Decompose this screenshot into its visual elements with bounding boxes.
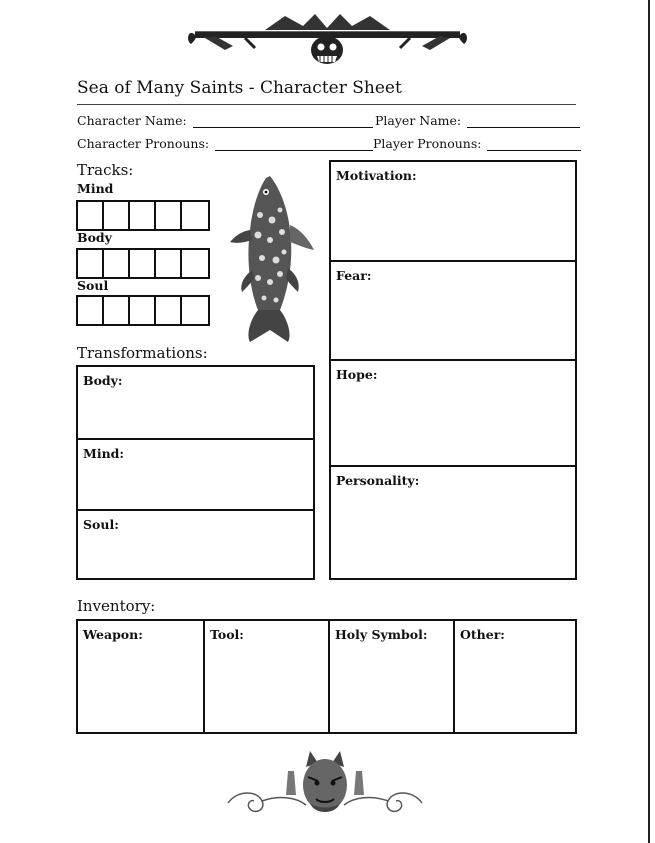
traits-table [329,160,577,580]
track-box[interactable] [130,250,156,277]
inventory-tool-label: Tool: [210,627,244,642]
track-box[interactable] [78,250,104,277]
track-box[interactable] [156,297,182,324]
transformation-soul-cell[interactable] [78,509,313,578]
page-title: Sea of Many Saints - Character Sheet [77,78,402,98]
inventory-other-cell[interactable] [453,621,575,732]
player-name-field[interactable] [375,113,580,128]
character-name-line[interactable] [193,115,373,128]
transformations-heading: Transformations: [77,344,208,362]
transformation-body-cell[interactable] [78,367,313,438]
track-label-soul: Soul [77,278,109,293]
personality-cell[interactable] [331,465,575,578]
inventory-heading: Inventory: [77,597,156,615]
motivation-label: Motivation: [336,168,417,183]
character-pronouns-line[interactable] [215,138,373,151]
player-name-label: Player Name: [375,113,462,128]
hope-label: Hope: [336,367,378,382]
track-box[interactable] [78,202,104,229]
track-box[interactable] [182,202,208,229]
track-box[interactable] [130,202,156,229]
character-pronouns-label: Character Pronouns: [77,136,210,151]
track-box[interactable] [182,297,208,324]
transformation-soul-label: Soul: [83,517,119,532]
fear-label: Fear: [336,268,372,283]
track-box[interactable] [130,297,156,324]
inventory-holy-symbol-label: Holy Symbol: [335,627,428,642]
fear-cell[interactable] [331,260,575,359]
track-boxes-soul [76,295,210,326]
character-name-label: Character Name: [77,113,187,128]
tracks-heading: Tracks: [77,161,134,179]
hope-cell[interactable] [331,359,575,465]
player-name-line[interactable] [467,115,580,128]
track-box[interactable] [156,202,182,229]
inventory-table [76,619,577,734]
track-boxes-body [76,248,210,279]
track-box[interactable] [182,250,208,277]
title-divider [77,104,576,105]
track-boxes-mind [76,200,210,231]
inventory-weapon-cell[interactable] [78,621,203,732]
track-label-body: Body [77,230,112,245]
character-pronouns-field[interactable] [77,136,373,151]
personality-label: Personality: [336,473,420,488]
inventory-tool-cell[interactable] [203,621,328,732]
track-box[interactable] [156,250,182,277]
player-pronouns-field[interactable] [373,136,581,151]
inventory-other-label: Other: [460,627,505,642]
track-label-mind: Mind [77,181,114,196]
track-box[interactable] [104,297,130,324]
character-name-field[interactable] [77,113,373,128]
bat-skull-ornament-icon [185,10,470,72]
inventory-weapon-label: Weapon: [83,627,143,642]
player-pronouns-line[interactable] [487,138,581,151]
track-box[interactable] [104,250,130,277]
player-pronouns-label: Player Pronouns: [373,136,482,151]
transformations-table [76,365,315,580]
track-box[interactable] [104,202,130,229]
demon-face-ornament-icon [218,745,432,823]
track-box[interactable] [78,297,104,324]
transformation-mind-label: Mind: [83,446,125,461]
motivation-cell[interactable] [331,162,575,260]
transformation-mind-cell[interactable] [78,438,313,509]
transformation-body-label: Body: [83,373,123,388]
fish-illustration-icon [228,170,318,345]
inventory-holy-symbol-cell[interactable] [328,621,453,732]
